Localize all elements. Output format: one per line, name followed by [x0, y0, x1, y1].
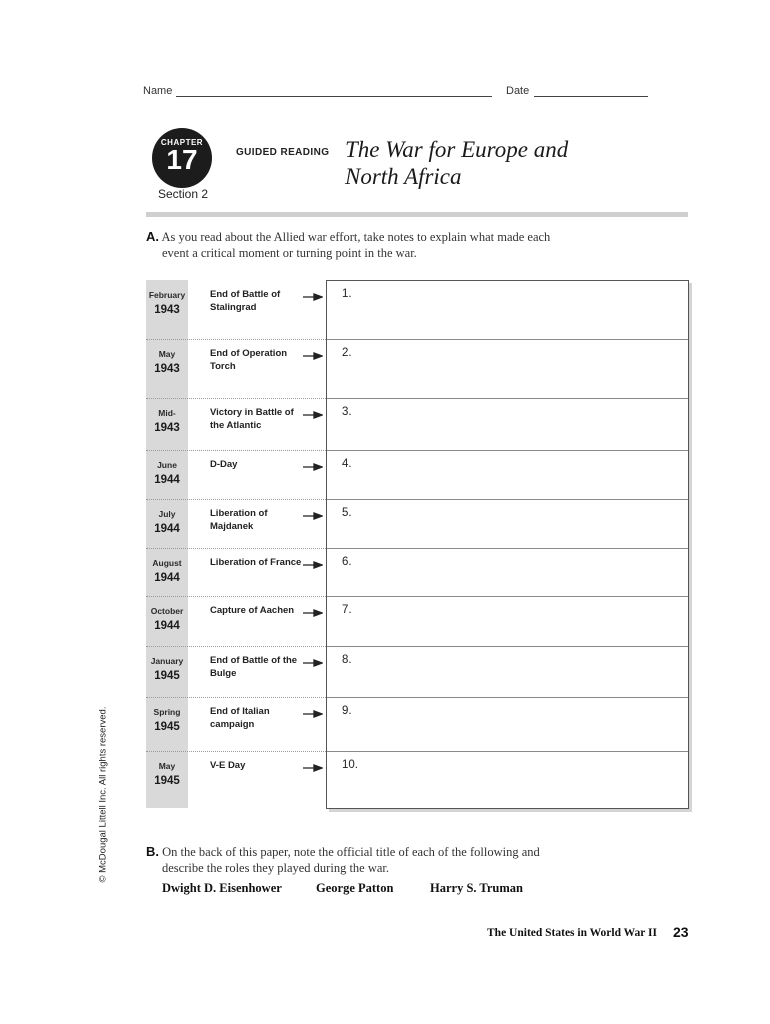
timeline-row-separator [146, 548, 326, 549]
answer-number: 9. [342, 705, 352, 717]
part-a-instructions [146, 229, 686, 261]
answer-area[interactable] [327, 596, 687, 646]
arrow-right-icon [303, 659, 323, 667]
answer-number: 1. [342, 288, 352, 300]
part-b-letter: B. [146, 844, 159, 859]
answer-area[interactable] [327, 697, 687, 751]
answer-area[interactable] [327, 450, 687, 499]
part-a-line1: As you read about the Allied war effort, take notes to explain what made each [161, 230, 551, 244]
event-year: 1945 [154, 775, 180, 787]
answer-area[interactable] [327, 548, 687, 596]
event-name: Liberation of France [210, 557, 302, 568]
event-year: 1944 [154, 474, 180, 486]
person-truman: Harry S. Truman [430, 881, 523, 895]
event-year: 1943 [154, 363, 180, 375]
event-name: Victory in Battle of the Atlantic [210, 407, 294, 431]
event-year: 1943 [154, 422, 180, 434]
part-a-letter: A. [146, 229, 159, 244]
answer-area[interactable] [327, 646, 687, 697]
answer-number: 6. [342, 556, 352, 568]
event-name: Liberation of Majdanek [210, 508, 268, 532]
event-name: Capture of Aachen [210, 605, 295, 616]
event-month: Spring [153, 707, 181, 717]
chapter-word: CHAPTER [160, 138, 204, 147]
event-year: 1945 [154, 721, 180, 733]
timeline-row-separator [146, 646, 326, 647]
name-field[interactable] [176, 96, 492, 97]
event-year: 1944 [154, 523, 180, 535]
part-b-line1: On the back of this paper, note the official title of each of the following and [162, 845, 540, 859]
part-b-instructions [146, 844, 686, 876]
side-copyright: © McDougal Littell Inc. All rights reserved. [97, 706, 109, 883]
page-number: 23 [673, 924, 689, 940]
timeline-row-separator [146, 751, 326, 752]
answer-number: 4. [342, 458, 352, 470]
event-month: October [150, 606, 184, 616]
event-month: May [158, 761, 176, 771]
timeline-row-separator [146, 398, 326, 399]
date-field[interactable] [534, 96, 648, 97]
answer-area[interactable] [327, 398, 687, 450]
timeline-row-separator [146, 596, 326, 597]
arrow-right-icon [303, 512, 323, 520]
answer-number: 2. [342, 347, 352, 359]
event-name: End of Battle of Stalingrad [210, 289, 281, 313]
event-month: July [158, 509, 176, 519]
timeline-row-separator [146, 339, 326, 340]
event-year: 1944 [154, 620, 180, 632]
event-month: August [152, 558, 182, 568]
event-month: February [148, 290, 186, 300]
section-label: Section 2 [158, 187, 209, 201]
event-name: V-E Day [210, 760, 246, 771]
arrow-right-icon [303, 764, 323, 772]
timeline-row-separator [146, 450, 326, 451]
arrow-right-icon [303, 710, 323, 718]
event-month: January [150, 656, 184, 666]
answer-number: 7. [342, 604, 352, 616]
footer-book-title: The United States in World War II [487, 927, 657, 939]
event-month: Mid- [158, 408, 176, 418]
answer-number: 10. [342, 759, 358, 771]
answer-number: 3. [342, 406, 352, 418]
chapter-number: 17 [166, 144, 198, 175]
arrow-right-icon [303, 352, 323, 360]
arrow-right-icon [303, 463, 323, 471]
person-patton: George Patton [316, 881, 394, 895]
answer-area[interactable] [327, 499, 687, 548]
part-a-line2: event a critical moment or turning point in the war. [162, 246, 417, 260]
date-label: Date [506, 85, 530, 97]
event-year: 1943 [154, 304, 180, 316]
event-name: End of Operation Torch [210, 348, 288, 372]
answer-number: 8. [342, 654, 352, 666]
guided-reading-label: GUIDED READING [236, 147, 330, 158]
timeline-row-separator [146, 499, 326, 500]
event-name: D-Day [210, 459, 238, 470]
person-eisenhower: Dwight D. Eisenhower [162, 881, 282, 895]
timeline-row-separator [146, 697, 326, 698]
event-month: May [158, 349, 176, 359]
event-year: 1944 [154, 572, 180, 584]
name-label: Name [143, 85, 173, 97]
chapter-badge [152, 128, 212, 188]
answer-area[interactable] [327, 280, 687, 339]
event-month: June [157, 460, 177, 470]
page-title-line1: The War for Europe and [345, 137, 569, 162]
arrow-right-icon [303, 561, 323, 569]
part-b-line2: describe the roles they played during the war. [162, 861, 390, 875]
answer-area[interactable] [327, 339, 687, 398]
event-year: 1945 [154, 670, 180, 682]
answer-area[interactable] [327, 751, 687, 808]
event-name: End of Battle of the Bulge [210, 655, 298, 679]
title-divider [146, 212, 688, 217]
arrow-right-icon [303, 609, 323, 617]
page-title-line2: North Africa [345, 164, 462, 189]
arrow-right-icon [303, 411, 323, 419]
answer-number: 5. [342, 507, 352, 519]
arrow-right-icon [303, 293, 323, 301]
event-name: End of Italian campaign [210, 706, 270, 730]
